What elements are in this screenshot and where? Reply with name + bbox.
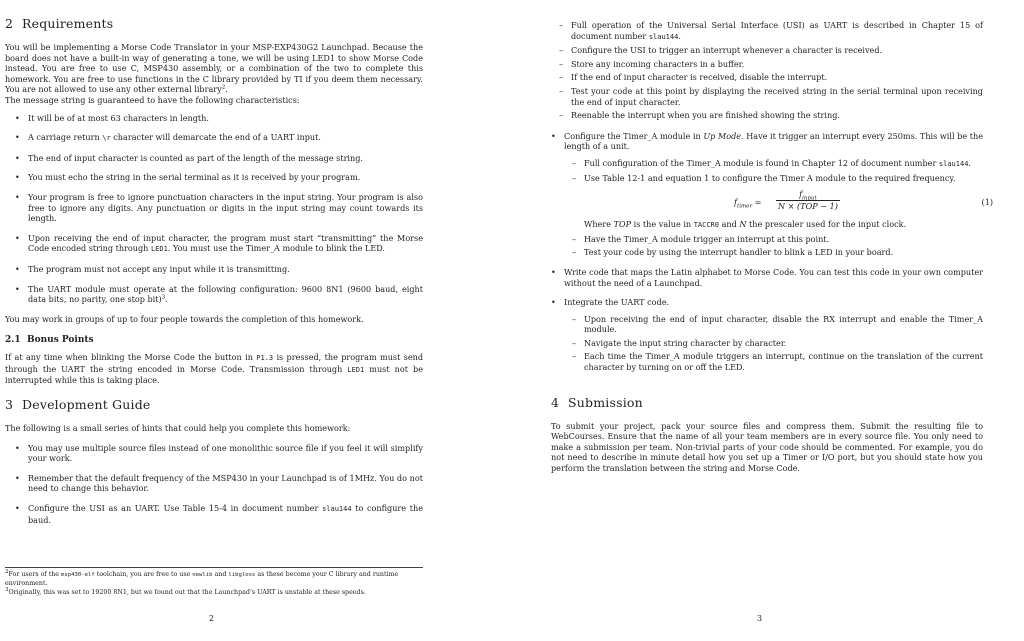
list-item: – Store any incoming characters in a buffer.	[559, 58, 745, 69]
section-2-heading: 2 Requirements	[5, 16, 114, 31]
list-item: – Upon receiving the end of input character, disable the RX interrupt and enable the Timer_A module.	[572, 313, 983, 335]
list-item: – Each time the Timer_A module triggers an interrupt, continue on the translation of the current character by turning on or off the LED.	[572, 351, 983, 373]
usi-steps-list	[551, 20, 983, 121]
list-item: – Have the Timer_A module trigger an interrupt at this point.	[572, 233, 830, 244]
list-item: – Test your code at this point by displaying the received string in the serial terminal upon receiving the end of input character.	[559, 85, 983, 107]
list-item: • Configure the USI as an UART. Use Table 15-4 in document number slau144 to configure the baud.	[15, 503, 423, 525]
list-item: • Remember that the default frequency of the MSP430 in your Launchpad is of 1MHz. You do not need to change this behavior.	[15, 472, 423, 494]
bonus-paragraph: If at any time when blinking the Morse Code the button in P1.3 is pressed, the program must send through the UART the string encoded in Morse Code. Transmission through LED1 must not be interrupted while this is taking place.	[5, 352, 424, 386]
list-item: • Integrate the UART code. – Upon receiving the end of input character, disable the RX interrupt and enable the Timer_A module. – Navigate the input string character by character. – Each time the Timer_A module triggers an interrupt, continue on the translation of the current character by turning on or off the LED.	[551, 297, 983, 373]
section-3-heading: 3 Development Guide	[5, 397, 151, 413]
list-item: • Upon receiving the end of input character, the program must start “transmitting” the Morse Code encoded string through LED1. You must use the Timer_A module to blink the LED.	[15, 232, 423, 254]
footnote-3: $^3$Originally, this was set to 19200 8N1, but we found out that the Launchpad’s UART is unstable at these speeds.	[5, 586, 366, 596]
list-item: • The program must not accept any input while it is transmitting.	[15, 263, 290, 274]
footnote-2: $^2$For users of the msp430-elf toolchain, you are free to use newlib and libgloss as these become your C library and runtime environment.	[5, 568, 399, 587]
guide-list	[5, 443, 423, 526]
page-3	[512, 0, 1024, 641]
list-item: • Write code that maps the Latin alphabet to Morse Code. You can test this code in your own computer without the need of a Launchpad.	[551, 266, 983, 288]
list-item: – Reenable the interrupt when you are finished showing the string.	[559, 110, 840, 121]
equation-where: Where TOP is the value in TACCR0 and N the prescaler used for the input clock.	[584, 219, 907, 230]
requirements-list	[5, 113, 423, 305]
list-item: • Your program is free to ignore punctuation characters in the input string. Your program is also free to ignore any digits. Any punctuation or digits in the input string may count towards its length.	[15, 191, 423, 224]
footnotes	[5, 567, 423, 597]
equation-number: (1)	[981, 197, 993, 208]
list-item: – Full configuration of the Timer_A module is found in Chapter 12 of document number slau144.	[572, 157, 971, 168]
page-number: 2	[209, 614, 215, 623]
group-note: You may work in groups of up to four people towards the completion of this homework.	[5, 313, 364, 324]
list-item: • The end of input character is counted as part of the length of the message string.	[15, 152, 363, 163]
list-item: • You must echo the string in the serial terminal as it is received by your program.	[15, 172, 361, 183]
equation-1: $f_{timer}$ = $f_{input}$ N × (TOP − 1) (1)	[734, 189, 993, 211]
requirements-intro: You will be implementing a Morse Code Translator in your MSP-EXP430G2 Launchpad. Because the board does not have a built-in way of generating a tone, we will be using LED1 to show Morse Code instead. You are free to use C, MSP430 assembly, or a combination of the two to complete this homework. You are free to use functions in the C library provided by TI if you deem them necessary. You are not allowed to use any other external library$^2$. The message string is guaranteed to have the following characteristics:	[5, 42, 423, 105]
guide-list-continued	[551, 130, 993, 373]
list-item: • A carriage return \r character will demarcate the end of a UART input.	[15, 132, 321, 143]
section-2-1-heading: 2.1 Bonus Points	[5, 335, 94, 346]
list-item: – Navigate the input string character by character.	[572, 337, 787, 348]
list-item: – Test your code by using the interrupt handler to blink a LED in your board.	[572, 247, 894, 258]
list-item: • The UART module must operate at the following configuration: 9600 8N1 (9600 baud, eight data bits, no parity, one stop bit)$^3$.	[15, 283, 423, 305]
list-item: • You may use multiple source files instead of one monolithic source file if you feel it will simplify your work.	[15, 442, 423, 464]
list-item: – Full operation of the Universal Serial Interface (USI) as UART is described in Chapter 15 of document number slau144.	[559, 20, 983, 41]
page-3-body	[551, 20, 993, 477]
list-item: – Use Table 12-1 and equation 1 to configure the Timer A module to the required frequency. $f_{timer}$ = $f_{input}$ N × (TOP − 1) (1) Where TOP is the value in TACCR0 and N the prescaler used for the input clock.	[572, 172, 993, 230]
uart-steps-list	[564, 314, 983, 373]
list-item: – If the end of input character is received, disable the interrupt.	[559, 72, 828, 83]
page-2-body	[5, 16, 423, 534]
timer-steps-list	[564, 157, 993, 258]
page-number: 3	[757, 614, 763, 623]
guide-intro: The following is a small series of hints that could help you complete this homework:	[5, 423, 351, 434]
list-item: • It will be of at most 63 characters in length.	[15, 112, 209, 123]
section-4-heading: 4 Submission	[551, 394, 643, 410]
list-item: – Configure the USI to trigger an interrupt whenever a character is received.	[559, 45, 883, 56]
list-item: • Configure the Timer_A module in Up Mode. Have it trigger an interrupt every 250ms. This will be the length of a unit. – Full configuration of the Timer_A module is found in Chapter 12 of document number slau144. – Use Table 12-1 and equation 1 to configure the Timer A module to the required frequency. $f_{timer}$ = $f_{input}$ N × (TOP − 1) (1) Where TOP is the value in TACCR0 and N the prescaler used for the input clock. – Have the Timer_A module trigger an interrupt at this point. – Test your code by using the interrupt handler to blink a LED in your board.	[551, 130, 993, 258]
submission-paragraph: To submit your project, pack your source files and compress them. Submit the resulting file to WebCourses. Ensure that the name of all your team members are in every source file. You only need to make a submission per team. Non-trivial parts of your code should be commented. For example, you do not need to describe in minute detail how you set up a Timer or I/O port, but you should state how you perform the translation between the string and Morse Code.	[551, 420, 983, 474]
